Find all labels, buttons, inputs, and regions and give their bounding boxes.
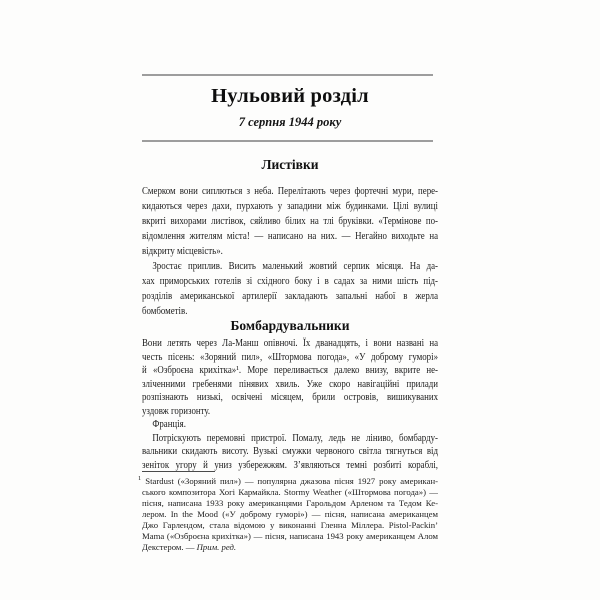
- text-line: Зростає приплив. Висить маленький жовтий серпик місяця. На да-: [152, 261, 439, 272]
- footnote-line: Mama («Озброєна крихітка») — пісня, написана 1943 року американцем Алом: [142, 531, 438, 541]
- section-heading-leaflets: Листівки: [261, 157, 319, 172]
- text-line: честь пісень: «Зоряний пил», «Штормова погода», «У доброму гуморі»: [142, 351, 439, 363]
- footnote-line: $^1$ Stardust («Зоряний пил») — популярна джазова пісня 1927 року американ-: [138, 475, 438, 486]
- text-line: зліченними гребенями пінявих хвиль. Уже скоро навігаційні прилади: [142, 378, 439, 390]
- editor-note: Прим. ред.: [196, 542, 237, 552]
- section-text-bombers: [142, 337, 438, 472]
- footnote-separator: [142, 471, 215, 472]
- footnote-line: ського композитора Хогі Кармайкла. Stormy Weather («Штормова погода») —: [142, 487, 438, 497]
- footnote-line: пісня, написана 1933 року американцями Гарольдом Арленом та Тедом Ке-: [142, 498, 438, 508]
- footnote-line: Декстером. — Прим. ред.: [142, 542, 237, 552]
- text-line: Франція.: [152, 419, 186, 430]
- section-text-leaflets: [142, 184, 438, 319]
- text-line: вкриті вихорами листівок, сяйливо білих на тлі бруківки. «Термінове по-: [142, 216, 439, 227]
- chapter-date: 7 серпня 1944 року: [238, 115, 342, 129]
- text-line: розпізнають низькі, освічені місяцем, брили островів, вишикуваних: [142, 392, 439, 403]
- text-line: Смерком вони сиплються з неба. Перелітають через фортечні мури, пере-: [142, 186, 439, 197]
- chapter-title: Нульовий розділ: [211, 85, 369, 107]
- text-line: Потріскують перемовні пристрої. Помалу, ледь не ліниво, бомбарду-: [152, 432, 439, 444]
- footnote-line: Джо Гарлендом, стала відомою у виконанні Гленна Міллера. Pistol-Packin’: [142, 520, 438, 530]
- text-line: відкриту місцевість».: [142, 246, 223, 257]
- footnote: [138, 475, 438, 553]
- text-line: розділів американської артилерії закладають запальні набої в жерла: [142, 291, 439, 302]
- text-line: зеніток угору й униз узбережжям. З’являються темні розбиті кораблі,: [142, 459, 439, 471]
- text-line: відомлення жителям міста! — написано на них. — Негайно виходьте на: [142, 231, 439, 242]
- text-line: й «Озброєна крихітка»¹. Море переливається далеко внизу, вкрите не-: [142, 365, 439, 376]
- text-line: хах приморських готелів зі східного боку і в садах за ними шість під-: [142, 276, 439, 287]
- text-line: уздовж горизонту.: [142, 405, 211, 417]
- text-line: кидаються через дахи, пурхають у западини між будинками. Цілі вулиці: [142, 201, 439, 212]
- section-heading-bombers: Бомбардувальники: [230, 318, 350, 333]
- chapter-divider-bottom: [142, 140, 433, 142]
- text-line: вальники скидають висоту. Вузькі смужки червоного світла тягнуться від: [142, 446, 439, 457]
- footnote-marker: 1: [138, 475, 142, 483]
- footnote-line: лером. In the Mood («У доброму гуморі») — пісня, написана американцем: [142, 509, 438, 519]
- text-line: Вони летять через Ла-Манш опівночі. Їх дванадцять, і вони названі на: [142, 338, 439, 349]
- text-line: бомбометів.: [142, 306, 188, 317]
- chapter-divider-top: [142, 74, 433, 76]
